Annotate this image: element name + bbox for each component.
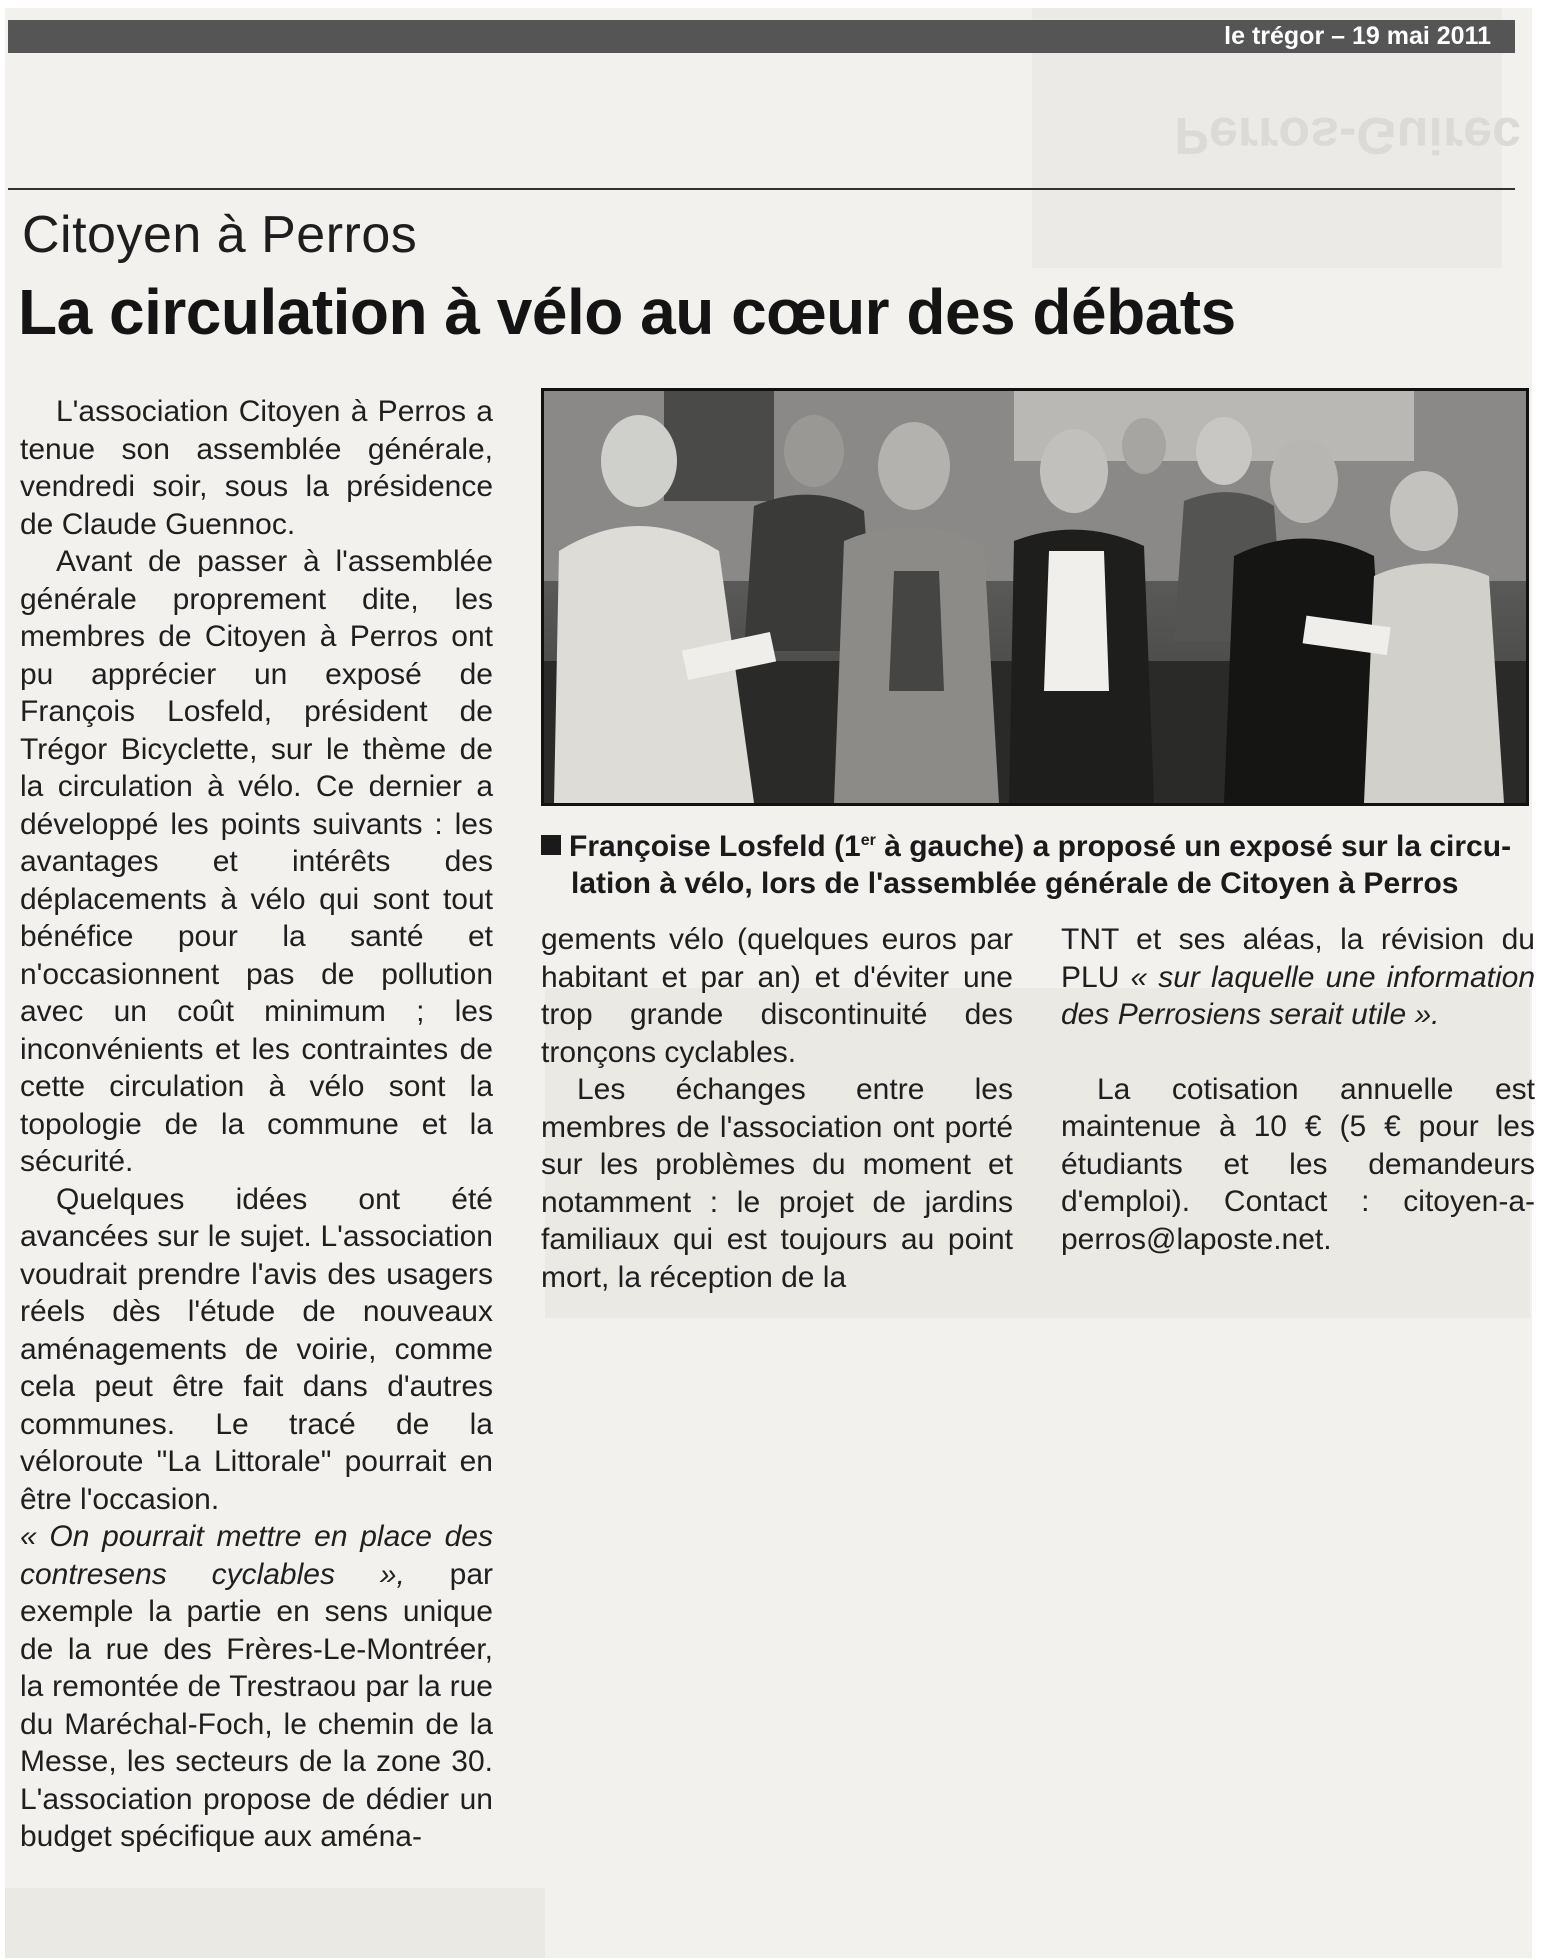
photo-caption: Françoise Losfeld (1er à gauche) a proposé un exposé sur la circu- lation à vélo, lors de l'assemblée générale de Citoyen à Perros [541, 822, 1529, 902]
caption-bullet [541, 835, 561, 855]
paragraph [20, 1518, 493, 1856]
paragraph: La cotisation annuelle est maintenue à 10 € (5 € pour les étudiants et les demandeurs d'emploi). Contact : citoyen-a-perros@laposte.net. [1061, 1072, 1535, 1256]
meeting-photo-illustration [544, 391, 1526, 803]
article-column-1 [20, 393, 493, 1856]
article-kicker: Citoyen à Perros [22, 206, 418, 264]
article-column-3 [1061, 921, 1535, 1258]
paragraph: Avant de passer à l'assemblée générale proprement dite, les membres de Citoyen à Perros ont pu apprécier un exposé de François Losfeld, président de Trégor Bicyclette, sur le thème de la circulation à vélo. Ce dernier a développé les points suivants : les avantages et intérêts des déplacements à vélo qui sont tout bénéfice pour la santé et n'occasionnent pas de pollution avec un coût minimum ; les inconvénients et les contraintes de cette circulation à vélo sont la topologie de la commune et la sécurité. [20, 545, 493, 1178]
paragraph: Les échanges entre les membres de l'association ont porté sur les problèmes du moment et notamment : le projet de jardins familiaux qui est toujours au point mort, la réception de la [541, 1073, 1013, 1294]
bleed-through-title: Perros-Guirec [1174, 106, 1521, 164]
article-column-2 [541, 921, 1013, 1296]
paragraph: TNT et ses aléas, la révision du PLU « sur laquelle une information des Perrosiens serait utile ». [1061, 923, 1536, 1031]
article-photo [541, 388, 1529, 806]
paragraph-text: par exemple la partie en sens unique de la rue des Frères-Le-Montréer, la remontée de Trestraou par la rue du Maréchal-Foch, le chemin de la Messe, les secteurs de la zone 30. L'association propose de dédier un budget spécifique aux aména- [20, 1557, 493, 1853]
paragraph: L'association Citoyen à Perros a tenue son assemblée générale, vendredi soir, sous la présidence de Claude Guennoc. [20, 395, 493, 541]
divider [8, 188, 1515, 190]
quote: « On pourrait mettre en place des contresens cyclables », [20, 1520, 493, 1591]
article-headline: La circulation à vélo au cœur des débats [18, 276, 1236, 348]
paragraph: Quelques idées ont été avancées sur le sujet. L'association voudrait prendre l'avis des usagers réels dès l'étude de nouveaux aménagements de voirie, comme cela peut être fait dans d'autres communes. Le tracé de la véloroute "La Littorale" pourrait en être l'occasion. [20, 1182, 493, 1516]
publication-banner [8, 20, 1515, 53]
quote: « sur laquelle une information des Perrosiens serait utile ». [1061, 960, 1536, 1031]
publication-label: le trégor – 19 mai 2011 [1224, 22, 1491, 50]
paragraph: gements vélo (quelques euros par habitant et par an) et d'éviter une trop grande discontinuité des tronçons cyclables. [541, 923, 1013, 1069]
bleed-through-area [5, 1888, 545, 1958]
caption-line-2: lation à vélo, lors de l'assemblée générale de Citoyen à Perros [571, 867, 1459, 900]
